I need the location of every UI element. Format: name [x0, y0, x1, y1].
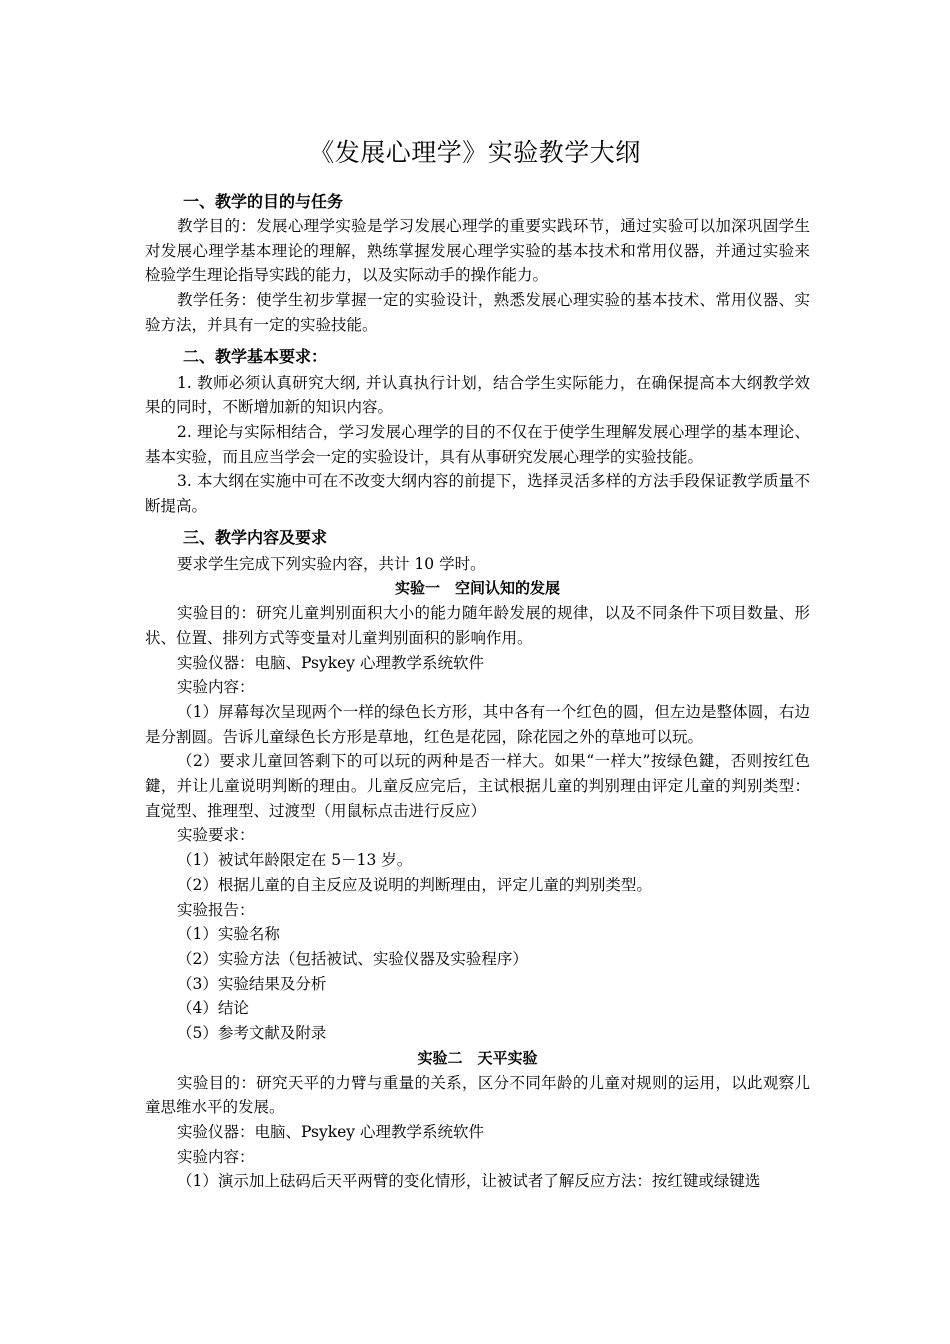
experiment-1-report-item: （5）参考文献及附录	[177, 1024, 327, 1043]
experiment-1-content-item: （2）要求儿童回答剩下的可以玩的两种是否一样大。如果“一样大”按绿色鍵，否则按红色鍵，并让儿童说明判断的理由。儿童反应完后，主试根据儿童的判别理由评定儿童的判别类型：直觉型、推理型、过渡型（用鼠标点击进行反应）	[145, 752, 810, 820]
section-2-item: 1. 教师必须认真研究大纲, 并认真执行计划，结合学生实际能力，在确保提高本大纲教学效果的同时，不断增加新的知识内容。	[145, 373, 810, 417]
experiment-1-content-label: 实验内容：	[177, 678, 255, 697]
experiment-1-report-label: 实验报告：	[177, 900, 255, 919]
experiment-2-content-label: 实验内容：	[177, 1147, 255, 1166]
experiment-1-title: 实验一 空间认知的发展	[394, 579, 560, 598]
section-2-item: 2. 理论与实际相结合，学习发展心理学的目的不仅在于使学生理解发展心理学的基本理论、基本实验，而且应当学会一定的实验设计，具有从事研究发展心理学的实验技能。	[145, 422, 810, 466]
section-1-heading: 一、教学的目的与任务	[183, 192, 344, 211]
experiment-1-report-item: （3）实验结果及分析	[177, 974, 327, 993]
experiment-2-apparatus: 实验仪器：电脑、Psykey 心理教学系统软件	[177, 1122, 484, 1141]
section-2-item: 3. 本大纲在实施中可在不改变大纲内容的前提下，选择灵活多样的方法手段保证教学质量不断提高。	[145, 472, 810, 516]
section-1-task: 教学任务：使学生初步掌握一定的实验设计，熟悉发展心理实验的基本技术、常用仪器、实验方法，并具有一定的实验技能。	[145, 291, 810, 334]
experiment-1-purpose: 实验目的：研究儿童判别面积大小的能力随年龄发展的规律，以及不同条件下项目数量、形状、位置、排列方式等变量对儿童判别面积的影响作用。	[145, 604, 810, 647]
experiment-1-requirement-item: （2）根据儿童的自主反应及说明的判断理由，评定儿童的判别类型。	[177, 875, 652, 894]
experiment-1-apparatus: 实验仪器：电脑、Psykey 心理教学系统软件	[177, 653, 484, 672]
experiment-1-report-item: （1）实验名称	[177, 925, 280, 944]
section-1-purpose: 教学目的：发展心理学实验是学习发展心理学的重要实践环节，通过实验可以加深巩固学生对发展心理学基本理论的理解，熟练掌握发展心理学实验的基本技术和常用仪器，并通过实验来检验学生理论指导实践的能力，以及实际动手的操作能力。	[145, 217, 810, 285]
experiment-2-title: 实验二 天平实验	[417, 1048, 538, 1067]
document-title: 《发展心理学》实验教学大纲	[309, 138, 641, 167]
document-body	[145, 190, 810, 1194]
section-2-heading: 二、教学基本要求：	[183, 346, 328, 366]
section-3-heading: 三、教学内容及要求	[183, 527, 328, 547]
experiment-1-requirements-label: 实验要求：	[177, 826, 255, 845]
experiment-1-report-item: （2）实验方法（包括被试、实验仪器及实验程序）	[177, 949, 528, 968]
experiment-2-content-item: （1）演示加上砝码后天平两臂的变化情形，让被试者了解反应方法：按红键或绿键选	[177, 1172, 761, 1191]
experiment-1-requirement-item: （1）被试年龄限定在 5－13 岁。	[177, 851, 413, 870]
experiment-1-report-item: （4）结论	[177, 999, 249, 1018]
section-3-intro: 要求学生完成下列实验内容，共计 10 学时。	[177, 554, 486, 573]
experiment-1-content-item: （1）屏幕每次呈现两个一样的绿色长方形，其中各有一个红色的圆，但左边是整体圆，右边是分割圆。告诉儿童绿色长方形是草地，红色是花园，除花园之外的草地可以玩。	[145, 702, 810, 746]
experiment-2-purpose: 实验目的：研究天平的力臂与重量的关系，区分不同年龄的儿童对规则的运用，以此观察儿童思维水平的发展。	[145, 1073, 810, 1117]
